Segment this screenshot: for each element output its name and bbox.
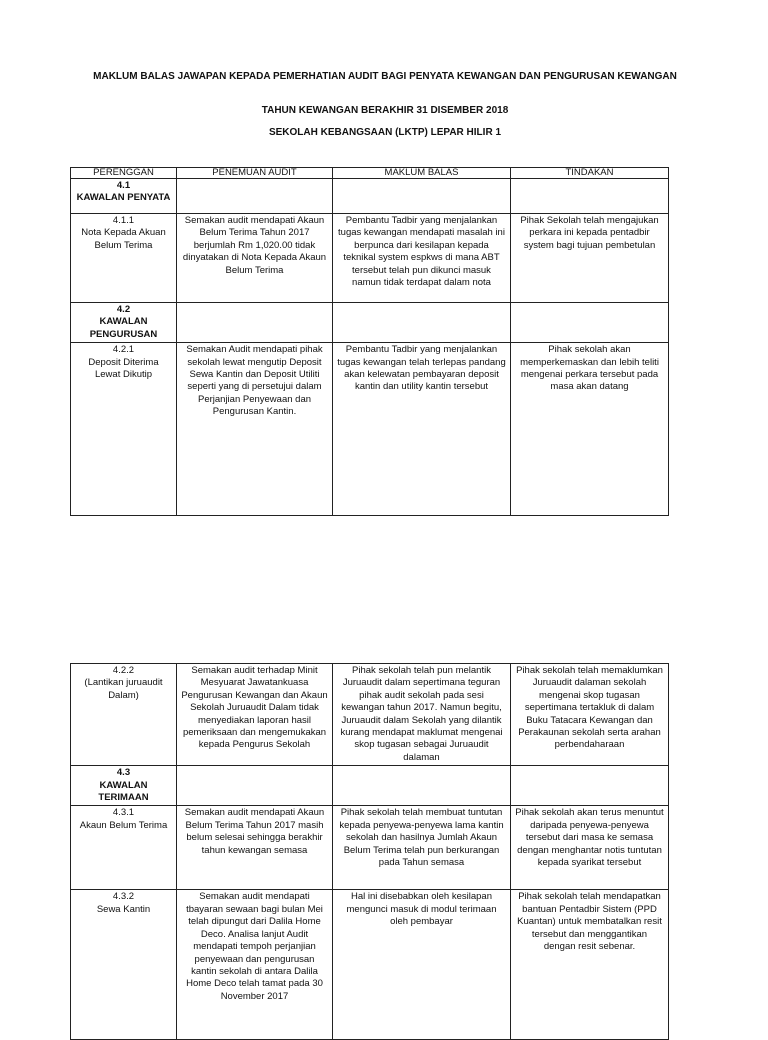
cell-maklum-balas: Hal ini disebabkan oleh kesilapan mengunci masuk di modul terimaan oleh pembayar — [333, 890, 511, 1040]
cell-perenggan: 4.2.2 (Lantikan juruaudit Dalam) — [71, 664, 177, 766]
table-row — [71, 214, 669, 303]
table-row — [71, 806, 669, 890]
cell-tindakan: Pihak sekolah akan terus menuntut daripada penyewa-penyewa tersebut dari masa ke semasa dengan menghantar notis tuntutan kepada syarikat tersebut — [511, 806, 669, 890]
document-subtitle-year: TAHUN KEWANGAN BERAKHIR 31 DISEMBER 2018 — [261, 105, 509, 116]
section-row-4-3 — [71, 766, 669, 806]
section-label-4-1: 4.1 KAWALAN PENYATA — [71, 179, 177, 214]
cell-penemuan: Semakan Audit mendapati pihak sekolah lewat mengutip Deposit Sewa Kantin dan Deposit Utiliti seperti yang di persetujui dalam Perjanjian Penyewaan dan Pengurusan Kantin. — [177, 343, 333, 516]
col-header-perenggan: PERENGGAN — [71, 168, 177, 179]
document-subtitle-school: SEKOLAH KEBANGSAAN (LKTP) LEPAR HILIR 1 — [268, 127, 502, 138]
cell-penemuan: Semakan audit terhadap Minit Mesyuarat Jawatankuasa Pengurusan Kewangan dan Akaun Sekolah Juruaudit Dalam tidak menyediakan laporan hasil pemeriksaan dan mengemukakan kepada Pengurus Sekolah — [177, 664, 333, 766]
section-row-4-2 — [71, 303, 669, 343]
cell-tindakan: Pihak Sekolah telah mengajukan perkara ini kepada pentadbir system bagi tujuan pembetulan — [511, 214, 669, 303]
cell-penemuan: Semakan audit mendapati tbayaran sewaan bagi bulan Mei telah dipungut dari Dalila Home Deco. Analisa lanjut Audit mendapati tempoh perjanjian penyewaan dan pengurusan kantin sekolah di antara Dalila Home Deco telah tamat pada 30 November 2017 — [177, 890, 333, 1040]
section-label-4-2: 4.2 KAWALAN PENGURUSAN — [71, 303, 177, 343]
table-row — [71, 343, 669, 516]
cell-maklum-balas: Pihak sekolah telah membuat tuntutan kepada penyewa-penyewa lama kantin sekolah dan hasilnya Jumlah Akaun Belum Terima telah pun berkurangan pada Tahun semasa — [333, 806, 511, 890]
cell-tindakan: Pihak sekolah telah memaklumkan Juruaudit dalaman sekolah mengenai skop tugasan sepertimana tertakluk di dalam Buku Tatacara Kewangan dan Perakaunan sekolah serta arahan perbendaharaan — [511, 664, 669, 766]
audit-response-table-2 — [70, 663, 669, 1040]
table-row — [71, 664, 669, 766]
cell-maklum-balas: Pembantu Tadbir yang menjalankan tugas kewangan mendapati masalah ini berpunca dari kesilapan kepada teknikal system espkws di mana ABT tersebut telah pun dikunci masuk namun tidak terdapat dalam nota — [333, 214, 511, 303]
cell-tindakan: Pihak sekolah telah mendapatkan bantuan Pentadbir Sistem (PPD Kuantan) untuk membatalkan resit tersebut dan menggantikan dengan resit sebenar. — [511, 890, 669, 1040]
audit-response-table-1 — [70, 167, 669, 516]
cell-perenggan: 4.2.1 Deposit Diterima Lewat Dikutip — [71, 343, 177, 516]
table-header-row — [71, 168, 669, 179]
col-header-maklum-balas: MAKLUM BALAS — [333, 168, 511, 179]
cell-penemuan: Semakan audit mendapati Akaun Belum Terima Tahun 2017 berjumlah Rm 1,020.00 tidak dinyatakan di Nota Kepada Akaun Belum Terima — [177, 214, 333, 303]
cell-perenggan: 4.3.2 Sewa Kantin — [71, 890, 177, 1040]
cell-penemuan: Semakan audit mendapati Akaun Belum Terima Tahun 2017 masih belum selesai sehingga berakhir tahun kewangan semasa — [177, 806, 333, 890]
cell-tindakan: Pihak sekolah akan memperkemaskan dan lebih teliti mengenai perkara tersebut pada masa akan datang — [511, 343, 669, 516]
col-header-tindakan: TINDAKAN — [511, 168, 669, 179]
cell-maklum-balas: Pihak sekolah telah pun melantik Juruaudit dalam sepertimana teguran pihak audit sekolah pada sesi kewangan tahun 2017. Namun begitu, Juruaudit dalam Sekolah yang dilantik kurang mendapat maklumat mengenai skop tugasan sebagai Juruaudit dalaman — [333, 664, 511, 766]
section-row-4-1 — [71, 179, 669, 214]
section-label-4-3: 4.3 KAWALAN TERIMAAN — [71, 766, 177, 806]
table-row — [71, 890, 669, 1040]
col-header-penemuan: PENEMUAN AUDIT — [177, 168, 333, 179]
cell-maklum-balas: Pembantu Tadbir yang menjalankan tugas kewangan telah terlepas pandang akan kelewatan pembayaran deposit kantin dan utility kantin tersebut — [333, 343, 511, 516]
cell-perenggan: 4.1.1 Nota Kepada Akuan Belum Terima — [71, 214, 177, 303]
cell-perenggan: 4.3.1 Akaun Belum Terima — [71, 806, 177, 890]
document-title: MAKLUM BALAS JAWAPAN KEPADA PEMERHATIAN AUDIT BAGI PENYATA KEWANGAN DAN PENGURUSAN KEWANGAN — [93, 71, 677, 82]
